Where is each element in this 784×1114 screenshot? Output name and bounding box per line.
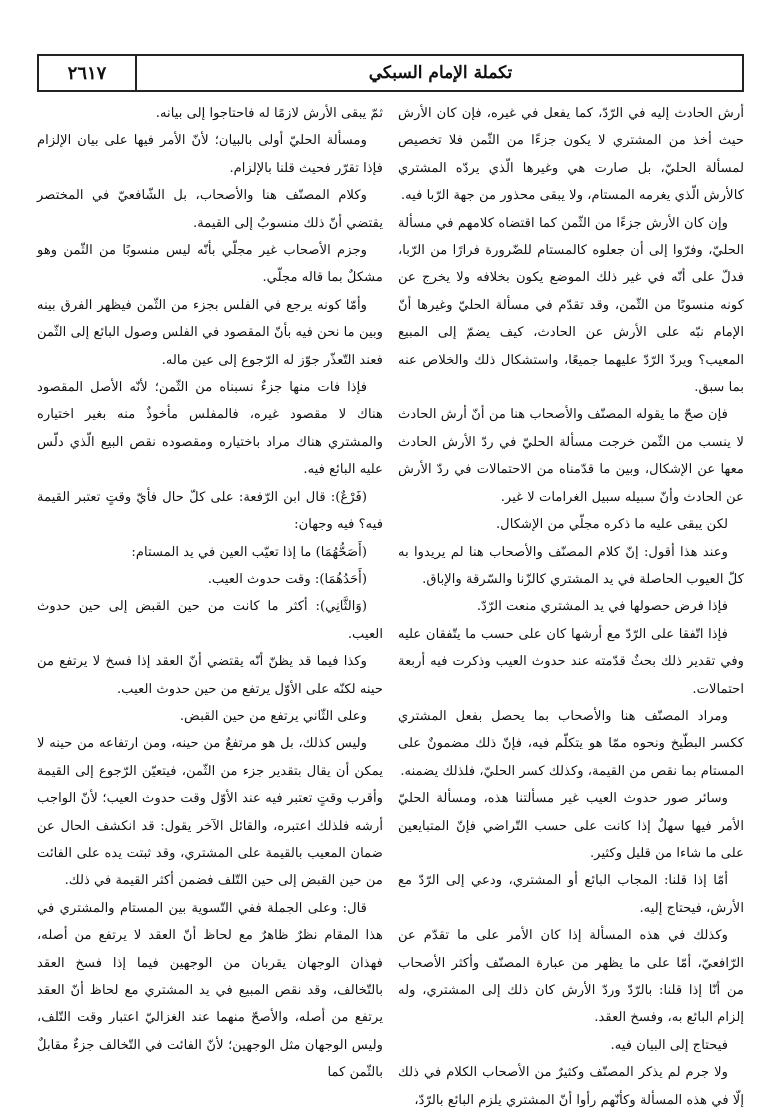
paragraph: ولا جرم لم يذكر المصنّف وكثيرٌ من الأصحاب الكلام في ذلك إلّا في هذه المسألة وكأنّهم رأوا أنّ المشتري يلزم البائع بالرّدّ، — [398, 1065, 744, 1108]
paragraph: (أَحَدُهُمَا): وقت حدوث العيب. — [207, 571, 367, 587]
paragraph: أرش الحادث إليه في الرّدّ، كما يفعل في غيره، فإن كان الأرش حيث أخذ من المشتري لا يكون جزءًا من الثّمن فلا تخصيص لمسألة الحليّ، بل صارت هي وغيرها الّذي يردّه المشتري كالأرش الّذي يغرمه المستام، ولا يبقى محذور من جهة الرّبا فيه. — [398, 106, 744, 204]
paragraph: ومراد المصنّف هنا والأصحاب بما يحصل بفعل المشتري ككسر البطّيخ ونحوه ممّا هو يتكلّم فيه، فإنّ ذلك مضمونٌ على المستام بما نقص من القيمة، وكذلك كسر الحليّ، فلذلك يضمنه. — [398, 708, 744, 779]
paragraph: أمّا إذا قلنا: المجاب البائع أو المشتري، ودعي إلى الرّدّ مع الأرش، فيحتاج إليه. — [398, 873, 744, 916]
paragraph: (وَالثَّانِي): أكثر ما كانت من حين القبض إلى حين حدوث العيب. — [37, 599, 383, 642]
paragraph: ومسألة الحليّ أولى بالبيان؛ لأنّ الأمر فيها على بيان الإلزام فإذا تقرّر فحيث قلنا بالإلزام. — [37, 133, 383, 176]
paragraph: وكذا فيما قد يظنّ أنّه يقتضي أنّ العقد إذا فسخ لا يرتفع من حينه لكنّه على الأوّل يرتفع من حين حدوث العيب. — [37, 654, 383, 697]
left-text-column — [37, 100, 383, 1090]
paragraph: وأمّا كونه يرجع في الفلس بجزء من الثّمن فيظهر الفرق بينه وبين ما نحن فيه بأنّ المقصود في الفلس وصول البائع إلى الثّمن فعند التّعذّر جوّز له الرّجوع إلى عين ماله. — [37, 297, 383, 368]
paragraph: (أَصَحُّهُمَا) ما إذا تعيّب العين في يد المستام: — [131, 544, 367, 560]
paragraph: وعلى الثّاني يرتفع من حين القبض. — [179, 708, 367, 724]
running-header — [37, 54, 744, 92]
paragraph: وكذلك في هذه المسألة إذا كان الأمر على ما تقدّم عن الرّافعيّ، أمّا على ما يظهر من عبارة المصنّف وأكثر الأصحاب من أنّا إذا قلنا: بالرّدّ وردّ الأرش كان ذلك إلى المشتري، وله إلزام البائع به، وفسخ العقد. — [398, 928, 744, 1026]
paragraph: وعند هذا أقول: إنّ كلام المصنّف والأصحاب هنا لم يريدوا به كلّ العيوب الحاصلة في يد المشتري كالزّنا والسّرقة والإباق. — [398, 544, 744, 587]
paragraph: فيحتاج إلى البيان فيه. — [610, 1037, 728, 1053]
paragraph: فإذا اتّفقا على الرّدّ مع أرشها كان على حسب ما يتّفقان عليه وفي تقدير ذلك بحثٌ قدّمته عند حدوث العيب وذكرت فيه أربعة احتمالات. — [398, 626, 744, 697]
paragraph: فإذا فرض حصولها في يد المشتري منعت الرّدّ. — [476, 599, 728, 615]
paragraph: قال: وعلى الجملة ففي التّسوية بين المستام والمشتري في هذا المقام نظرٌ ظاهرٌ مع لحاظ أنّ العقد لا يرتفع من أصله، فهذان الوجهان يقربان من الوجهين فيما إذا فسخ العقد بالتّخالف، وقد نقص المبيع في يد المشتري مع لحاظ أنّ العقد يرتفع من أصله، والأصحّ منهما عند الغزاليّ اعتبار وقت التّلف، وليس الوجهان مثل الوجهين؛ لأنّ الفائت في التّخالف جزءٌ مقابلٌ بالثّمن كما — [37, 900, 383, 1081]
paragraph: وجزم الأصحاب غير مجلّي بأنّه ليس منسوبًا من الثّمن وهو مشكلٌ بما قاله مجلّي. — [37, 243, 383, 286]
paragraph: لكن يبقى عليه ما ذكره مجلّي من الإشكال. — [495, 517, 728, 533]
paragraph: فإن صحّ ما يقوله المصنّف والأصحاب هنا من أنّ أرش الحادث لا ينسب من الثّمن خرجت مسألة الحليّ في ردّ الأرش الحادث معها عن الإشكال، وبين ما قدّمناه من الاحتمالات في ردّ الأرش عن الحادث وأنّ سبيله سبيل الغرامات لا غير. — [398, 407, 744, 505]
paragraph: (فَرْعٌ): قال ابن الرّفعة: على كلّ حال فأيّ وقتٍ تعتبر القيمة فيه؟ فيه وجهان: — [37, 489, 383, 533]
paragraph: فإذا فات منها جزءٌ نسبناه من الثّمن؛ لأنّه الأصل المقصود هناك لا مقصود غيره، فالمفلس مأخوذٌ منه بغير اختياره والمشتري هناك مراد باختياره ومقصوده نقص البيع الّذي دلّس عليه البائع فيه. — [37, 380, 383, 478]
paragraph: ثمّ يبقى الأرش لازمًا له فاحتاجوا إلى بيانه. — [155, 106, 383, 121]
paragraph: وكلام المصنّف هنا والأصحاب، بل الشّافعيّ في المختصر يقتضي أنّ ذلك منسوبٌ إلى القيمة. — [37, 188, 383, 231]
book-title: تكملة الإمام السبكي — [368, 63, 513, 83]
paragraph: وليس كذلك، بل هو مرتفعٌ من حينه، ومن ارتفاعه من حينه لا يمكن أن يقال بتقدير جزء من الثّمن، فيتعيّن الرّجوع إلى القيمة وأقرب وقتٍ تعتبر فيه عند الأوّل وقت حدوث العيب؛ لأنّ الواجب أرشه فلذلك اعتبره، والقائل الآخر يقول: قد انكشف الحال عن ضمان المعيب بالقيمة على المشتري، وقد ثبتت يده على الفائت من حين القبض إلى حين التّلف فضمن أكثر القيمة في ذلك. — [37, 736, 383, 889]
page-number: ٢٦١٧ — [39, 56, 137, 90]
right-text-column — [398, 100, 744, 1108]
paragraph: وإن كان الأرش جزءًا من الثّمن كما اقتضاه كلامهم في مسألة الحليّ، وفرّوا إلى أن جعلوه كالمستام للضّرورة فرارًا من الرّبا، فدلّ على أنّه في غير ذلك الموضع يكون بخلافه ولا يخرج عن كونه منسوبًا من الثّمن، وقد تقدّم في مسألة الحليّ وغيرها أنّ الإمام نبّه على الأرش عن الحادث، كيف يضمّ إلى المبيع المعيب؟ ويردّ الرّدّ عليهما جميعًا، واستشكال ذلك والخلاص عنه بما سبق. — [398, 215, 744, 396]
paragraph: وسائر صور حدوث العيب غير مسألتنا هذه، ومسألة الحليّ الأمر فيها سهلٌ إذا كانت على حسب التّراضي فإنّ المتبايعين على ما شاءا من قليل وكثير. — [398, 791, 744, 861]
